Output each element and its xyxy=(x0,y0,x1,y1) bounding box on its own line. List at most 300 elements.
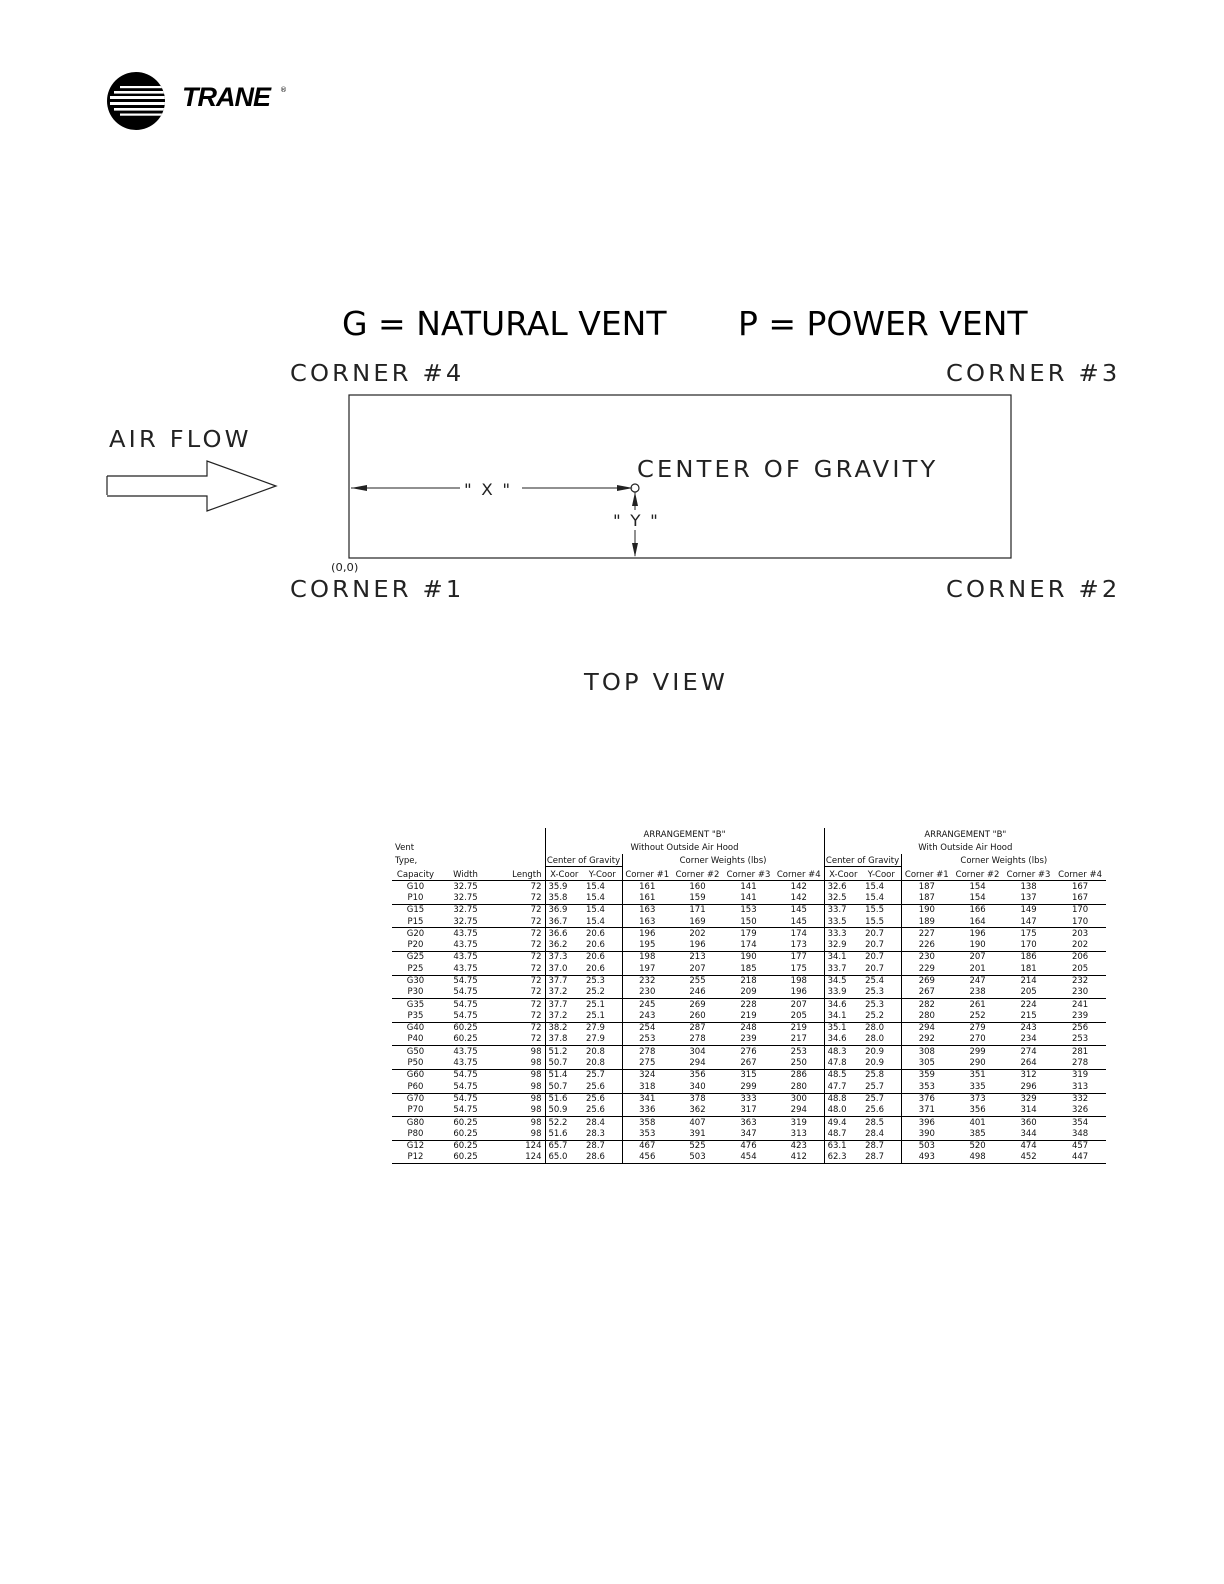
table-cell: 43.75 xyxy=(453,928,478,939)
table-cell: 356 xyxy=(689,1070,706,1081)
table-cell: 243 xyxy=(622,1010,672,1022)
table-cell: 175 xyxy=(774,963,824,975)
x-arrowhead-left xyxy=(351,485,367,491)
table-cell: 335 xyxy=(952,1081,1003,1093)
table-cell: 318 xyxy=(622,1081,672,1093)
table-row xyxy=(392,1022,1106,1034)
table-cell: 254 xyxy=(622,1022,672,1034)
table-cell: 15.5 xyxy=(862,916,901,928)
table-cell: 38.2 xyxy=(545,1022,583,1034)
table-cell: 181 xyxy=(1003,963,1054,975)
x-dimension-label: " X " xyxy=(464,480,513,499)
table-cell: 198 xyxy=(790,976,807,986)
table-cell: 25.6 xyxy=(583,1105,622,1117)
table-cell: 340 xyxy=(672,1081,723,1093)
table-cell: 37.7 xyxy=(545,975,583,987)
table-cell: 60.25 xyxy=(453,1141,478,1152)
header-c1-b: Corner #1 xyxy=(901,867,952,881)
table-cell: 51.4 xyxy=(545,1069,583,1081)
table-cell: 54.75 xyxy=(453,1093,478,1104)
table-cell: 217 xyxy=(774,1034,824,1046)
table-cell: G50 xyxy=(406,1046,425,1057)
table-cell: 28.7 xyxy=(865,1141,884,1152)
table-cell: 278 xyxy=(1054,1058,1106,1070)
table-cell: 149 xyxy=(1020,905,1037,916)
table-row xyxy=(392,1069,1106,1081)
table-cell: 493 xyxy=(901,1152,952,1164)
table-cell: 267 xyxy=(901,987,952,999)
table-cell: 245 xyxy=(622,999,672,1011)
registered-mark: ® xyxy=(280,86,287,94)
table-cell: 25.3 xyxy=(865,999,884,1010)
table-cell: 169 xyxy=(672,916,723,928)
header-c2-b: Corner #2 xyxy=(952,867,1003,881)
table-cell: 214 xyxy=(1020,976,1037,986)
table-cell: 34.6 xyxy=(824,1034,862,1046)
table-cell: 33.5 xyxy=(824,916,862,928)
table-cell: 197 xyxy=(622,963,672,975)
table-cell: 234 xyxy=(1003,1034,1054,1046)
header-c4-a: Corner #4 xyxy=(774,867,824,881)
table-cell: 98 xyxy=(492,1128,545,1140)
table-cell: 498 xyxy=(952,1152,1003,1164)
header-length: Length xyxy=(492,867,545,881)
table-cell: 503 xyxy=(672,1152,723,1164)
table-cell: 206 xyxy=(1071,952,1089,963)
table-cell: 174 xyxy=(790,928,807,939)
table-row xyxy=(392,1034,1106,1046)
table-cell: 207 xyxy=(672,963,723,975)
table-cell: 252 xyxy=(952,1010,1003,1022)
air-flow-arrow-icon xyxy=(107,461,276,511)
table-cell: 51.6 xyxy=(545,1093,583,1105)
table-cell: 218 xyxy=(740,976,757,986)
table-cell: 51.2 xyxy=(545,1046,583,1058)
table-cell: 147 xyxy=(1003,916,1054,928)
table-cell: 161 xyxy=(622,881,672,893)
table-cell: 248 xyxy=(740,1023,757,1034)
table-cell: 373 xyxy=(969,1093,986,1104)
table-cell: 213 xyxy=(689,952,706,963)
table-cell: 270 xyxy=(952,1034,1003,1046)
table-cell: 286 xyxy=(790,1070,807,1081)
table-cell: 33.9 xyxy=(824,987,862,999)
table-cell: 43.75 xyxy=(453,1046,478,1057)
table-cell: 324 xyxy=(622,1069,672,1081)
table-cell: 25.1 xyxy=(586,999,605,1010)
table-cell: 230 xyxy=(1054,987,1106,999)
table-cell: 358 xyxy=(622,1117,672,1129)
table-cell: 196 xyxy=(774,987,824,999)
table-cell: 241 xyxy=(1071,999,1089,1010)
header-c3-b: Corner #3 xyxy=(1003,867,1054,881)
table-cell: 20.6 xyxy=(586,952,605,963)
table-cell: 315 xyxy=(740,1070,757,1081)
table-row xyxy=(392,940,1106,952)
table-cell: 163 xyxy=(622,904,672,916)
table-cell: 189 xyxy=(901,916,952,928)
table-cell: 54.75 xyxy=(453,999,478,1010)
table-cell: 198 xyxy=(622,951,672,963)
table-cell: 15.4 xyxy=(586,881,605,892)
table-cell: 239 xyxy=(1054,1010,1106,1022)
table-cell: 72 xyxy=(492,1010,545,1022)
table-cell: 219 xyxy=(723,1010,774,1022)
table-cell: 36.9 xyxy=(545,904,583,916)
table-cell: 25.7 xyxy=(862,1081,901,1093)
table-cell: 43.75 xyxy=(453,952,478,963)
origin-label: (0,0) xyxy=(331,561,359,574)
table-cell: 32.9 xyxy=(824,940,862,952)
table-cell: 215 xyxy=(1003,1010,1054,1022)
brand-name: TRANE xyxy=(182,82,270,112)
table-cell: 308 xyxy=(901,1046,952,1058)
table-cell: 296 xyxy=(1003,1081,1054,1093)
table-cell: 280 xyxy=(774,1081,824,1093)
table-cell: 15.4 xyxy=(862,892,901,904)
table-cell: 205 xyxy=(774,1010,824,1022)
table-cell: 32.5 xyxy=(824,892,862,904)
table-cell: 72 xyxy=(530,881,542,892)
table-cell: 32.75 xyxy=(453,905,478,916)
table-cell: 167 xyxy=(1054,892,1106,904)
table-cell: 33.7 xyxy=(824,963,862,975)
arrangement-b-title: ARRANGEMENT "B" xyxy=(824,828,1106,841)
table-cell: 313 xyxy=(774,1128,824,1140)
corner-weights-table xyxy=(392,828,1106,1164)
table-cell: P25 xyxy=(392,963,439,975)
table-cell: 72 xyxy=(530,999,542,1010)
table-cell: 33.3 xyxy=(824,928,862,940)
table-cell: 50.7 xyxy=(545,1081,583,1093)
table-cell: 43.75 xyxy=(439,963,492,975)
table-cell: 474 xyxy=(1020,1141,1037,1152)
table-cell: 175 xyxy=(1020,928,1037,939)
table-cell: 294 xyxy=(901,1022,952,1034)
table-cell: 20.7 xyxy=(865,928,884,939)
table-cell: 65.7 xyxy=(545,1140,583,1152)
corner-1-label: CORNER #1 xyxy=(290,577,465,603)
table-cell: 525 xyxy=(689,1141,706,1152)
table-cell: 253 xyxy=(622,1034,672,1046)
table-cell: 37.8 xyxy=(545,1034,583,1046)
table-cell: 232 xyxy=(1071,976,1089,986)
table-cell: P70 xyxy=(392,1105,439,1117)
table-cell: 230 xyxy=(622,987,672,999)
table-cell: 27.9 xyxy=(586,1023,605,1034)
header-corner-weights-a: Corner Weights (lbs) xyxy=(622,854,824,867)
table-cell: 37.3 xyxy=(545,951,583,963)
header-corner-weights-b: Corner Weights (lbs) xyxy=(901,854,1106,867)
table-cell: 25.6 xyxy=(583,1081,622,1093)
table-cell: 60.25 xyxy=(439,1034,492,1046)
table-cell: 25.2 xyxy=(862,1010,901,1022)
table-row xyxy=(392,1152,1106,1164)
table-cell: 275 xyxy=(622,1058,672,1070)
table-cell: 326 xyxy=(1054,1105,1106,1117)
table-cell: 36.6 xyxy=(545,928,583,940)
table-row xyxy=(392,1117,1106,1129)
table-cell: 48.0 xyxy=(824,1105,862,1117)
table-cell: 190 xyxy=(901,904,952,916)
table-cell: 256 xyxy=(1071,1023,1089,1034)
header-c3-a: Corner #3 xyxy=(723,867,774,881)
table-cell: 281 xyxy=(1071,1046,1089,1057)
table-cell: 72 xyxy=(530,928,542,939)
table-cell: 407 xyxy=(689,1117,706,1128)
center-of-gravity-label: CENTER OF GRAVITY xyxy=(637,457,939,483)
table-cell: 15.4 xyxy=(586,905,605,916)
table-cell: 376 xyxy=(901,1093,952,1105)
table-cell: 98 xyxy=(492,1105,545,1117)
table-cell: 385 xyxy=(952,1128,1003,1140)
table-cell: 25.1 xyxy=(583,1010,622,1022)
table-cell: 25.7 xyxy=(586,1070,605,1081)
table-cell: 353 xyxy=(622,1128,672,1140)
table-cell: 34.1 xyxy=(824,1010,862,1022)
table-cell: P35 xyxy=(392,1010,439,1022)
table-cell: 72 xyxy=(530,905,542,916)
table-cell: 353 xyxy=(901,1081,952,1093)
table-cell: 267 xyxy=(723,1058,774,1070)
table-cell: 319 xyxy=(790,1117,807,1128)
table-cell: 247 xyxy=(969,976,986,986)
table-cell: 224 xyxy=(1020,999,1037,1010)
header-width: Width xyxy=(439,867,492,881)
table-cell: G12 xyxy=(406,1141,425,1152)
table-cell: 32.75 xyxy=(439,892,492,904)
table-cell: 54.75 xyxy=(453,1070,478,1081)
table-cell: 28.7 xyxy=(586,1141,605,1152)
table-cell: 205 xyxy=(1054,963,1106,975)
header-c2-a: Corner #2 xyxy=(672,867,723,881)
table-cell: 269 xyxy=(689,999,706,1010)
table-cell: 54.75 xyxy=(439,987,492,999)
table-cell: 28.4 xyxy=(586,1117,605,1128)
table-cell: 145 xyxy=(774,916,824,928)
table-cell: 359 xyxy=(901,1069,952,1081)
table-cell: 456 xyxy=(622,1152,672,1164)
table-cell: 170 xyxy=(1054,916,1106,928)
table-cell: G25 xyxy=(406,952,425,963)
table-cell: 154 xyxy=(969,881,986,892)
table-row xyxy=(392,975,1106,987)
table-cell: 255 xyxy=(689,976,706,986)
table-cell: 447 xyxy=(1054,1152,1106,1164)
table-cell: 65.0 xyxy=(545,1152,583,1164)
table-cell: 319 xyxy=(1071,1070,1089,1081)
table-cell: 239 xyxy=(723,1034,774,1046)
table-cell: 196 xyxy=(969,928,986,939)
table-row xyxy=(392,916,1106,928)
header-c1-a: Corner #1 xyxy=(622,867,672,881)
table-cell: 72 xyxy=(492,963,545,975)
table-cell: 454 xyxy=(723,1152,774,1164)
table-cell: 250 xyxy=(774,1058,824,1070)
table-cell: 207 xyxy=(969,952,986,963)
table-cell: 173 xyxy=(774,940,824,952)
header-type: Type, xyxy=(395,856,418,867)
table-cell: 187 xyxy=(901,881,952,893)
table-cell: 150 xyxy=(723,916,774,928)
table-cell: 28.4 xyxy=(862,1128,901,1140)
table-cell: 141 xyxy=(740,881,757,892)
table-cell: 196 xyxy=(672,940,723,952)
corner-2-label: CORNER #2 xyxy=(946,577,1121,603)
table-cell: 356 xyxy=(952,1105,1003,1117)
table-cell: 145 xyxy=(790,905,807,916)
table-cell: 202 xyxy=(689,928,706,939)
table-cell: 476 xyxy=(740,1141,757,1152)
table-cell: 294 xyxy=(774,1105,824,1117)
table-cell: 34.1 xyxy=(824,951,862,963)
table-row xyxy=(392,1081,1106,1093)
table-row xyxy=(392,1046,1106,1058)
table-cell: 47.8 xyxy=(824,1058,862,1070)
table-cell: 371 xyxy=(901,1105,952,1117)
header-xcoor-b: X-Coor xyxy=(824,867,862,881)
table-cell: 287 xyxy=(689,1023,706,1034)
table-cell: G30 xyxy=(406,976,425,986)
table-cell: 28.0 xyxy=(865,1023,884,1034)
table-cell: 63.1 xyxy=(824,1140,862,1152)
table-cell: 25.6 xyxy=(862,1105,901,1117)
table-cell: 279 xyxy=(969,1023,986,1034)
table-cell: 243 xyxy=(1020,1023,1037,1034)
table-cell: P80 xyxy=(392,1128,439,1140)
table-cell: 187 xyxy=(901,892,952,904)
table-cell: 226 xyxy=(901,940,952,952)
table-cell: 278 xyxy=(672,1034,723,1046)
table-cell: 229 xyxy=(901,963,952,975)
corner-3-label: CORNER #3 xyxy=(946,361,1121,387)
table-cell: P30 xyxy=(392,987,439,999)
table-cell: 37.7 xyxy=(545,999,583,1011)
table-cell: 278 xyxy=(622,1046,672,1058)
table-cell: 48.8 xyxy=(824,1093,862,1105)
arrangement-a-title: ARRANGEMENT "B" xyxy=(545,828,824,841)
y-dimension-label: " Y " xyxy=(613,511,660,530)
table-cell: P12 xyxy=(392,1152,439,1164)
table-cell: 171 xyxy=(689,905,706,916)
y-arrowhead-top xyxy=(632,492,638,506)
table-cell: 72 xyxy=(492,987,545,999)
table-cell: 20.8 xyxy=(586,1046,605,1057)
table-cell: 159 xyxy=(672,892,723,904)
table-cell: 329 xyxy=(1020,1093,1037,1104)
corner-4-label: CORNER #4 xyxy=(290,361,465,387)
table-cell: 34.5 xyxy=(824,975,862,987)
table-cell: 25.7 xyxy=(865,1093,884,1104)
table-cell: 362 xyxy=(672,1105,723,1117)
table-cell: 452 xyxy=(1003,1152,1054,1164)
table-cell: 336 xyxy=(622,1105,672,1117)
table-cell: 35.8 xyxy=(545,892,583,904)
top-view-label: TOP VIEW xyxy=(584,670,728,696)
table-cell: 196 xyxy=(622,928,672,940)
table-cell: 124 xyxy=(492,1152,545,1164)
table-cell: 72 xyxy=(492,916,545,928)
table-cell: 60.25 xyxy=(453,1023,478,1034)
table-cell: 137 xyxy=(1003,892,1054,904)
table-cell: 423 xyxy=(790,1141,807,1152)
table-cell: 299 xyxy=(723,1081,774,1093)
table-cell: 37.2 xyxy=(545,987,583,999)
table-cell: 313 xyxy=(1054,1081,1106,1093)
table-cell: 28.6 xyxy=(583,1152,622,1164)
table-cell: 209 xyxy=(723,987,774,999)
table-cell: 54.75 xyxy=(439,1081,492,1093)
table-cell: 98 xyxy=(530,1046,542,1057)
table-cell: 54.75 xyxy=(453,976,478,986)
table-cell: 20.6 xyxy=(583,940,622,952)
header-vent: Vent xyxy=(395,843,415,854)
table-cell: 232 xyxy=(622,975,672,987)
legend-power-vent: P = POWER VENT xyxy=(738,304,1028,343)
table-cell: 186 xyxy=(1020,952,1037,963)
table-cell: 142 xyxy=(790,881,807,892)
table-cell: 20.6 xyxy=(583,963,622,975)
table-cell: 190 xyxy=(952,940,1003,952)
table-cell: 72 xyxy=(530,976,542,986)
table-cell: 37.0 xyxy=(545,963,583,975)
table-cell: 20.8 xyxy=(583,1058,622,1070)
table-cell: 27.9 xyxy=(583,1034,622,1046)
y-arrowhead-bottom xyxy=(632,543,638,557)
table-cell: 344 xyxy=(1003,1128,1054,1140)
table-cell: 219 xyxy=(790,1023,807,1034)
table-cell: 300 xyxy=(790,1093,807,1104)
table-row xyxy=(392,999,1106,1011)
table-cell: 238 xyxy=(952,987,1003,999)
table-cell: 348 xyxy=(1054,1128,1106,1140)
table-cell: 304 xyxy=(689,1046,706,1057)
table-cell: G15 xyxy=(406,905,425,916)
table-cell: 25.3 xyxy=(862,987,901,999)
table-cell: 177 xyxy=(790,952,807,963)
table-row xyxy=(392,1010,1106,1022)
header-ycoor-a: Y-Coor xyxy=(583,867,622,881)
table-cell: 33.7 xyxy=(824,904,862,916)
table-cell: 202 xyxy=(1054,940,1106,952)
table-cell: 170 xyxy=(1003,940,1054,952)
table-cell: 72 xyxy=(492,892,545,904)
table-cell: 341 xyxy=(622,1093,672,1105)
table-cell: 179 xyxy=(740,928,757,939)
table-cell: 25.3 xyxy=(586,976,605,986)
table-cell: 354 xyxy=(1071,1117,1089,1128)
table-cell: 48.7 xyxy=(824,1128,862,1140)
table-cell: 36.2 xyxy=(545,940,583,952)
table-cell: 269 xyxy=(901,975,952,987)
table-cell: 174 xyxy=(723,940,774,952)
table-cell: G20 xyxy=(406,928,425,939)
table-cell: 37.2 xyxy=(545,1010,583,1022)
table-cell: 72 xyxy=(530,952,542,963)
table-cell: 274 xyxy=(1020,1046,1037,1057)
table-cell: G40 xyxy=(406,1023,425,1034)
table-cell: 203 xyxy=(1071,928,1089,939)
table-cell: 48.5 xyxy=(824,1069,862,1081)
arrangement-a-subtitle: Without Outside Air Hood xyxy=(545,841,824,854)
table-cell: 28.0 xyxy=(862,1034,901,1046)
table-cell: 20.6 xyxy=(586,928,605,939)
table-row xyxy=(392,1140,1106,1152)
table-cell: 47.7 xyxy=(824,1081,862,1093)
table-cell: 205 xyxy=(1003,987,1054,999)
table-cell: 72 xyxy=(530,1023,542,1034)
table-cell: 314 xyxy=(1003,1105,1054,1117)
